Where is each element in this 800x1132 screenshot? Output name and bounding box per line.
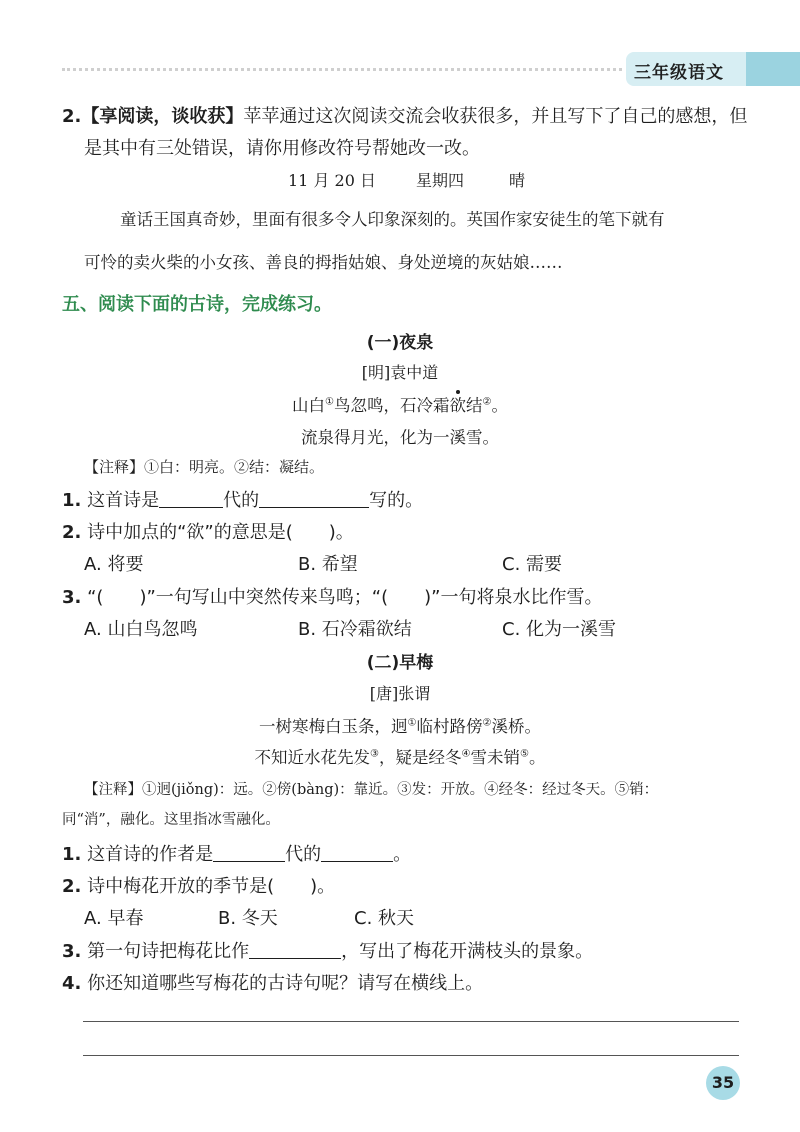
poem1-line1-c: 结 xyxy=(466,396,483,415)
poem2-title: (二)早梅 xyxy=(366,653,434,673)
poem1-author: [明]袁中道 xyxy=(361,363,439,382)
poem2-line2-b: ，疑是经冬 xyxy=(379,748,462,767)
note-marker-2: ② xyxy=(482,717,492,729)
poem2-line2 xyxy=(0,744,800,768)
poem2-line1-a: 一树寒梅白玉条，迥 xyxy=(259,717,408,736)
poem2-q2-option-c[interactable]: C. 秋天 xyxy=(354,908,415,929)
poem1-q1-number: 1. xyxy=(62,490,82,511)
diary-line1: 童话王国真奇妙，里面有很多令人印象深刻的。英国作家安徒生的笔下就有 xyxy=(120,210,665,229)
poem2-line2-a: 不知近水花先发 xyxy=(254,748,371,767)
poem1-q2 xyxy=(62,518,354,544)
grade-label: 三年级语文 xyxy=(634,63,724,83)
poem2-line1-c: 溪桥。 xyxy=(491,717,541,736)
poem1-notes: 【注释】①白：明亮。②结：凝结。 xyxy=(84,458,325,476)
poem1-q1-blank-dynasty[interactable] xyxy=(159,490,223,508)
poem1-q3 xyxy=(62,583,603,609)
poem2-q1-text-a: 这首诗的作者是 xyxy=(87,844,214,865)
poem2-q1-blank-author[interactable] xyxy=(321,844,393,862)
poem2-q3-blank[interactable] xyxy=(249,941,341,959)
answer-line-1[interactable] xyxy=(83,1021,739,1022)
poem1-q3-number: 3. xyxy=(62,587,82,608)
poem2-q2-option-b[interactable]: B. 冬天 xyxy=(218,908,278,929)
poem1-q1-text-a: 这首诗是 xyxy=(87,490,160,511)
poem2-line1 xyxy=(0,713,800,737)
poem2-q1-number: 1. xyxy=(62,844,82,865)
poem1-q2-option-b[interactable]: B. 希望 xyxy=(298,554,358,575)
emphasized-char-yu: 欲 xyxy=(449,396,466,415)
q2-tag: 【享阅读，谈收获】 xyxy=(81,106,244,127)
poem2-q3-number: 3. xyxy=(62,941,82,962)
poem1-q1-text-c: 写的。 xyxy=(369,490,424,511)
poem1-q3-option-c[interactable]: C. 化为一溪雪 xyxy=(502,619,617,640)
poem1-q2-number: 2. xyxy=(62,522,82,543)
note-marker-2: ② xyxy=(482,396,492,408)
poem2-q3 xyxy=(62,937,593,963)
poem2-notes-line2: 同“消”，融化。这里指冰雪融化。 xyxy=(62,812,280,828)
poem1-q2-option-a[interactable]: A. 将要 xyxy=(84,554,144,575)
poem2-q2-text: 诗中梅花开放的季节是( )。 xyxy=(87,876,336,897)
poem1-line1-d: 。 xyxy=(491,396,508,415)
poem2-q1 xyxy=(62,840,411,866)
diary-weather: 晴 xyxy=(509,171,526,190)
page-number: 35 xyxy=(706,1066,740,1100)
poem2-q3-text-a: 第一句诗把梅花比作 xyxy=(87,941,250,962)
diary-date: 11 月 20 日 xyxy=(288,171,376,190)
diary-line2: 可怜的卖火柴的小女孩、善良的拇指姑娘、身处逆境的灰姑娘…… xyxy=(84,253,563,272)
q2-number: 2. xyxy=(62,106,82,127)
poem1-q1-text-b: 代的 xyxy=(223,490,260,511)
poem1-q3-option-a[interactable]: A. 山白鸟忽鸣 xyxy=(84,619,198,640)
poem1-q1-blank-author[interactable] xyxy=(259,490,369,508)
poem2-line2-c: 雪未销 xyxy=(470,748,520,767)
poem1-q2-option-c[interactable]: C. 需要 xyxy=(502,554,563,575)
grade-tab-accent xyxy=(746,52,800,86)
poem2-q2-number: 2. xyxy=(62,876,82,897)
note-marker-3: ③ xyxy=(370,748,380,760)
poem1-q1 xyxy=(62,486,423,512)
poem1-q2-text: 诗中加点的“欲”的意思是( )。 xyxy=(87,522,354,543)
grade-tab xyxy=(626,52,800,86)
poem1-title: (一)夜泉 xyxy=(366,333,434,353)
diary-weekday: 星期四 xyxy=(416,171,465,190)
q2-line2: 是其中有三处错误，请你用修改符号帮她改一改。 xyxy=(84,138,480,159)
poem2-notes-line1: 【注释】①迥(jiǒng)：远。②傍(bàng)：靠近。③发：开放。④经冬：经过冬天。⑤销： xyxy=(84,782,659,798)
poem1-line1-a: 山白 xyxy=(292,396,326,415)
poem2-q4-text: 你还知道哪些写梅花的古诗句呢？请写在横线上。 xyxy=(87,973,484,994)
poem2-q1-blank-dynasty[interactable] xyxy=(213,844,285,862)
poem1-q3-option-b[interactable]: B. 石冷霜欲结 xyxy=(298,619,412,640)
poem2-q2-option-a[interactable]: A. 早春 xyxy=(84,908,144,929)
section5-title: 五、阅读下面的古诗，完成练习。 xyxy=(62,294,332,315)
poem2-line2-d: 。 xyxy=(528,748,546,767)
poem1-line1 xyxy=(0,392,800,416)
poem2-q4-number: 4. xyxy=(62,973,82,994)
header-dotted-rule xyxy=(62,68,622,71)
poem2-q3-text-b: ，写出了梅花开满枝头的景象。 xyxy=(341,941,594,962)
poem2-author: [唐]张谓 xyxy=(369,684,431,703)
note-marker-5: ⑤ xyxy=(519,748,529,760)
note-marker-1: ① xyxy=(325,396,334,408)
note-marker-4: ④ xyxy=(461,748,471,760)
poem1-q3-text: “( )”一句写山中突然传来鸟鸣；“( )”一句将泉水比作雪。 xyxy=(87,587,603,608)
poem2-line1-b: 临村路傍 xyxy=(416,717,483,736)
poem1-line2: 流泉得月光，化为一溪雪。 xyxy=(301,428,499,447)
poem1-line1-b: 鸟忽鸣，石冷霜 xyxy=(334,396,450,415)
answer-line-2[interactable] xyxy=(83,1055,739,1056)
poem2-q4 xyxy=(62,969,483,995)
q2-line1-text: 苹苹通过这次阅读交流会收获很多，并且写下了自己的感想，但 xyxy=(243,106,748,127)
poem2-q1-text-c: 。 xyxy=(393,844,412,865)
note-marker-1: ① xyxy=(407,717,417,729)
poem2-q2 xyxy=(62,872,335,898)
q2-line1 xyxy=(62,102,747,128)
poem2-q1-text-b: 代的 xyxy=(285,844,322,865)
